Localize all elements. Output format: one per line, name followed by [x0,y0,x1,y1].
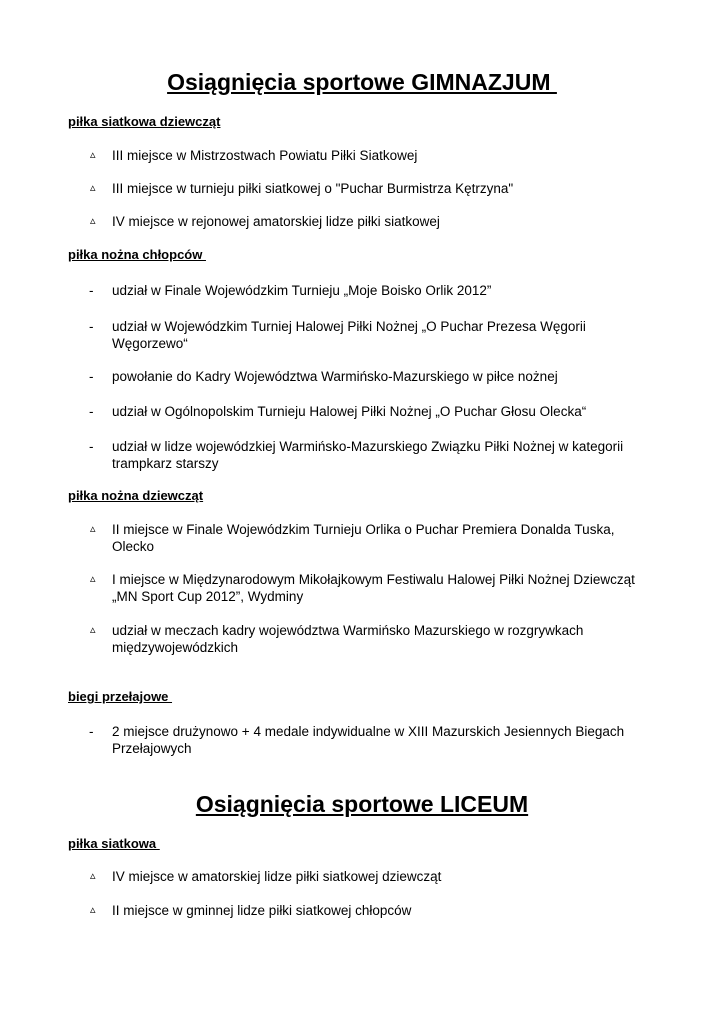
list-item: ▵ III miejsce w Mistrzostwach Powiatu Piłki Siatkowej [90,148,418,163]
section-heading-nozna-chlopcow: piłka nożna chłopców [68,247,206,262]
section-heading-siatkowa-dziewczat: piłka siatkowa dziewcząt [68,114,221,129]
list-item: - udział w Finale Wojewódzkim Turnieju „Moje Boisko Orlik 2012” [89,283,492,298]
list-item: - udział w Wojewódzkim Turniej Halowej Piłki Nożnej „O Puchar Prezesa Węgorii Węgorzewo“ [89,319,586,351]
list-item: - 2 miejsce drużynowo + 4 medale indywidualne w XIII Mazurskich Jesiennych Biegach Przełajowych [89,724,625,756]
triangle-bullet-icon: ▵ [90,904,96,916]
list-item: ▵ IV miejsce w rejonowej amatorskiej lidze piłki siatkowej [90,214,440,229]
list-item: ▵ III miejsce w turnieju piłki siatkowej o "Puchar Burmistrza Kętrzyna" [90,181,514,196]
triangle-bullet-icon: ▵ [90,523,96,535]
list-item: ▵ II miejsce w gminnej lidze piłki siatkowej chłopców [90,903,412,918]
dash-bullet-icon: - [89,319,94,334]
list-item: - udział w lidze wojewódzkiej Warmińsko-Mazurskiego Związku Piłki Nożnej w kategorii trampkarz starszy [89,439,624,471]
triangle-bullet-icon: ▵ [90,149,96,161]
triangle-bullet-icon: ▵ [90,182,96,194]
triangle-bullet-icon: ▵ [90,215,96,227]
triangle-bullet-icon: ▵ [90,624,96,636]
dash-bullet-icon: - [89,404,94,419]
title-gimnazjum: Osiągnięcia sportowe GIMNAZJUM [167,69,557,95]
list-item: - powołanie do Kadry Województwa Warmińsko-Mazurskiego w piłce nożnej [89,369,558,384]
section-heading-nozna-dziewczat: piłka nożna dziewcząt [68,488,204,503]
dash-bullet-icon: - [89,283,94,298]
list-item: ▵ II miejsce w Finale Wojewódzkim Turnieju Orlika o Puchar Premiera Donalda Tuska, Olecko [90,522,615,554]
dash-bullet-icon: - [89,724,94,739]
section-heading-biegi: biegi przełajowe [68,689,173,704]
list-item: - udział w Ogólnopolskim Turnieju Halowej Piłki Nożnej „O Puchar Głosu Olecka“ [89,404,587,419]
dash-bullet-icon: - [89,439,94,454]
dash-bullet-icon: - [89,369,94,384]
list-item: ▵ udział w meczach kadry województwa Warmińsko Mazurskiego w rozgrywkach międzywojewódzkich [90,623,584,655]
section-heading-siatkowa-liceum: piłka siatkowa [68,836,160,851]
list-item: ▵ I miejsce w Międzynarodowym Mikołajkowym Festiwalu Halowej Piłki Nożnej Dziewcząt „MN Sport Cup 2012”, Wydminy [90,572,635,604]
triangle-bullet-icon: ▵ [90,573,96,585]
list-item: ▵ IV miejsce w amatorskiej lidze piłki siatkowej dziewcząt [90,869,442,884]
triangle-bullet-icon: ▵ [90,870,96,882]
title-liceum: Osiągnięcia sportowe LICEUM [195,791,529,817]
